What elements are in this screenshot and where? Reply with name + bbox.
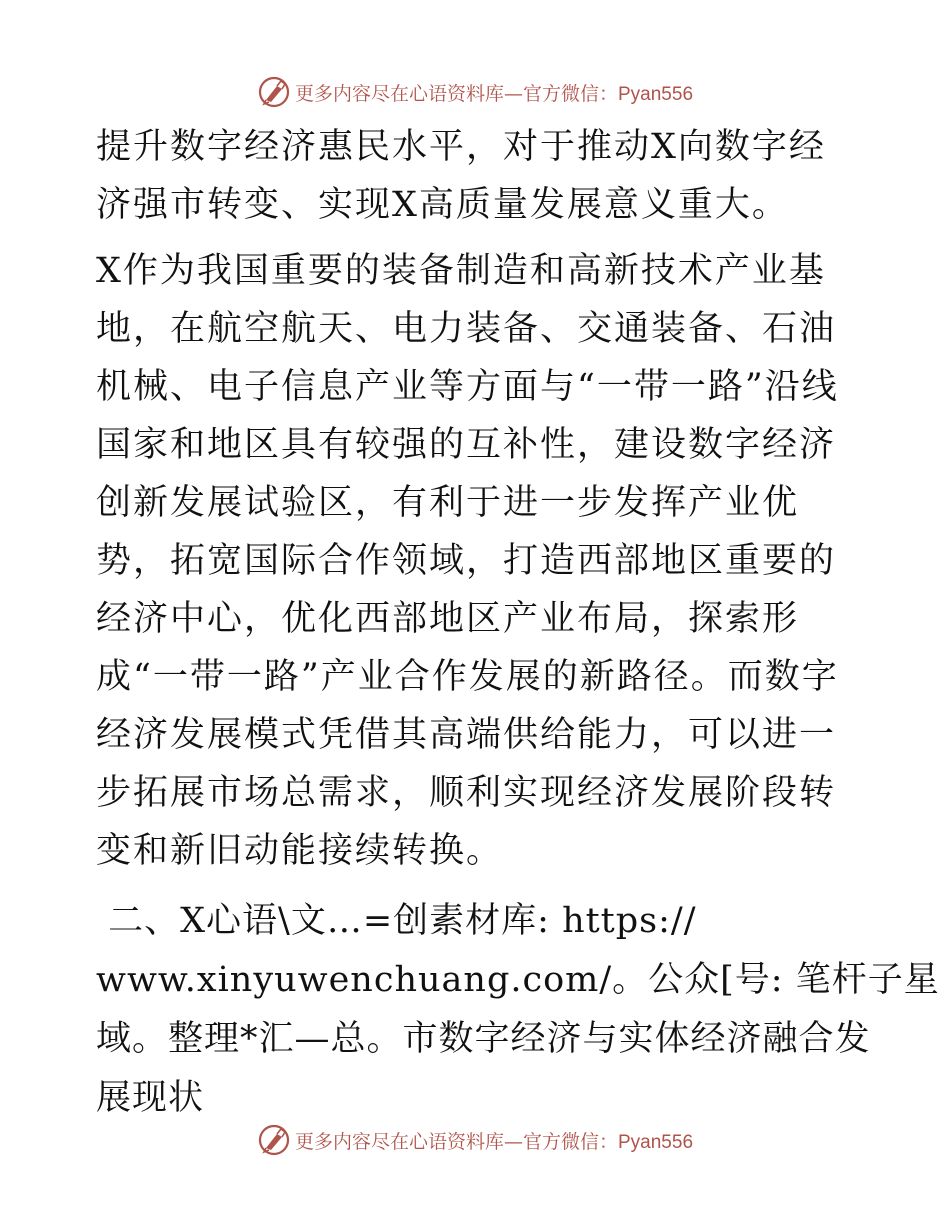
paragraph: 提升数字经济惠民水平，对于推动X向数字经济强市转变、实现X高质量发展意义重大。 xyxy=(96,127,826,225)
section-heading xyxy=(96,892,940,1128)
header-watermark xyxy=(0,72,950,112)
document-body xyxy=(96,118,940,1128)
pen-nib-circle-icon xyxy=(257,75,291,109)
section-heading-line: 域。整理*汇—总。市数字经济与实体经济融合发 xyxy=(96,1019,871,1059)
watermark-text: 更多内容尽在心语资料库— xyxy=(294,1130,523,1153)
watermark-text: 更多内容尽在心语资料库— xyxy=(294,82,523,105)
watermark-contact: 官方微信：Pyan556 xyxy=(523,1131,694,1153)
section-heading-line: 展现状 xyxy=(96,1078,205,1118)
footer-watermark xyxy=(0,1120,950,1160)
section-heading-line: www.xinyuwenchuang.com/。公众[号: 笔杆子星 xyxy=(96,960,940,1000)
paragraph: X作为我国重要的装备制造和高新技术产业基地，在航空航天、电力装备、交通装备、石油机械、电子信息产业等方面与“一带一路”沿线国家和地区具有较强的互补性，建设数字经济创新发展试验区，有利于进一步发挥产业优势，拓宽国际合作领域，打造西部地区重要的经济中心，优化西部地区产业布局，探索形成“一带一路”产业合作发展的新路径。而数字经济发展模式凭借其高端供给能力，可以进一步拓展市场总需求，顺利实现经济发展阶段转变和新旧动能接续转换。 xyxy=(96,251,839,871)
pen-nib-circle-icon xyxy=(257,1123,291,1157)
watermark-contact: 官方微信：Pyan556 xyxy=(523,83,694,105)
section-heading-line: 二、X心语\文…=创素材库: https:// xyxy=(96,901,697,941)
